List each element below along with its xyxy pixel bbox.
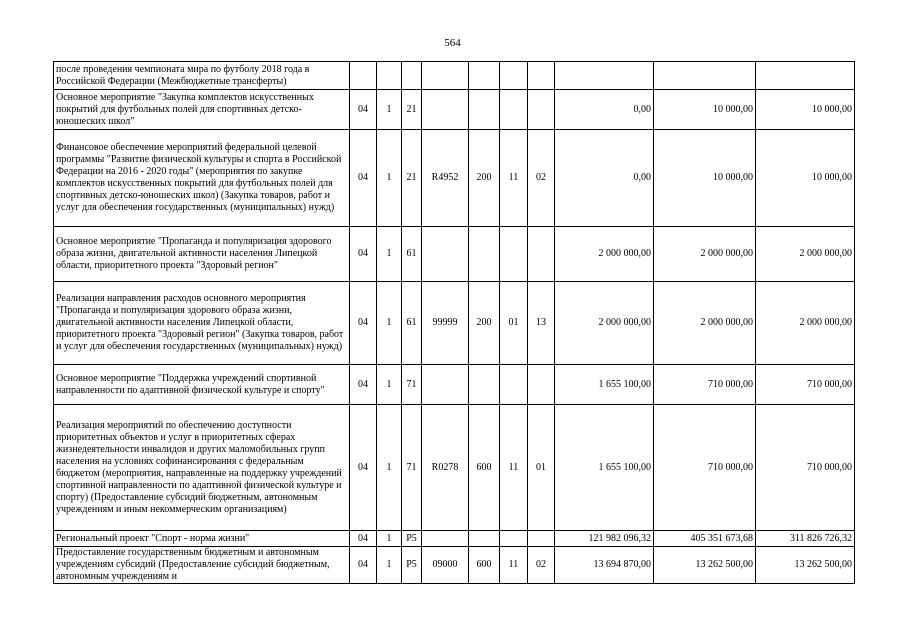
code-direction: 09000 xyxy=(422,547,469,584)
code-subsection: 13 xyxy=(528,282,555,365)
code-expense-type xyxy=(469,62,500,90)
code-chapter: 11 xyxy=(500,405,528,531)
table-row xyxy=(54,62,855,90)
amount-year-1: 1 655 100,00 xyxy=(555,365,654,405)
amount-year-2: 10 000,00 xyxy=(654,90,756,130)
code-chapter xyxy=(500,227,528,282)
code-subprogram: 1 xyxy=(377,227,402,282)
table-row xyxy=(54,90,855,130)
code-section: 04 xyxy=(350,547,377,584)
code-chapter xyxy=(500,531,528,547)
row-description: Основное мероприятие "Пропаганда и популяризация здорового образа жизни, двигательной активности населения Липецкой области, приоритетного проекта "Здоровый регион" xyxy=(54,227,350,282)
row-description: Финансовое обеспечение мероприятий федеральной целевой программы "Развитие физической культуры и спорта в Российской Федерации на 2016 - 2020 годы" (мероприятия по закупке комплектов искусственных покрытий для футбольных полей для спортивных детско-юношеских школ) (Закупка товаров, работ и услуг для обеспечения государственных (муниципальных) нужд) xyxy=(54,130,350,227)
amount-year-1: 13 694 870,00 xyxy=(555,547,654,584)
amount-year-1: 1 655 100,00 xyxy=(555,405,654,531)
code-event: 71 xyxy=(402,365,422,405)
code-expense-type xyxy=(469,227,500,282)
code-section xyxy=(350,62,377,90)
code-subprogram: 1 xyxy=(377,405,402,531)
table-row xyxy=(54,365,855,405)
amount-year-2: 2 000 000,00 xyxy=(654,282,756,365)
row-description: Реализация мероприятий по обеспечению доступности приоритетных объектов и услуг в приоритетных сферах жизнедеятельности инвалидов и других маломобильных групп населения на условиях софинансирования с федеральным бюджетом (мероприятия, направленные на поддержку учреждений спортивной направленности по адаптивной физической культуре и спорту) (Предоставление субсидий бюджетным, автономным учреждениям и иным некоммерческим организациям) xyxy=(54,405,350,531)
table-row xyxy=(54,405,855,531)
row-description: Региональный проект "Спорт - норма жизни" xyxy=(54,531,350,547)
code-section: 04 xyxy=(350,405,377,531)
code-section: 04 xyxy=(350,227,377,282)
amount-year-2: 13 262 500,00 xyxy=(654,547,756,584)
code-section: 04 xyxy=(350,130,377,227)
code-section: 04 xyxy=(350,282,377,365)
budget-table xyxy=(53,61,855,584)
code-subprogram xyxy=(377,62,402,90)
amount-year-3: 710 000,00 xyxy=(756,405,855,531)
code-expense-type xyxy=(469,365,500,405)
amount-year-3: 10 000,00 xyxy=(756,90,855,130)
amount-year-3: 13 262 500,00 xyxy=(756,547,855,584)
page-number: 564 xyxy=(444,37,461,49)
code-expense-type: 200 xyxy=(469,282,500,365)
code-event: 21 xyxy=(402,130,422,227)
amount-year-1 xyxy=(555,62,654,90)
code-subprogram: 1 xyxy=(377,547,402,584)
code-subsection: 02 xyxy=(528,130,555,227)
code-event: P5 xyxy=(402,547,422,584)
amount-year-3: 2 000 000,00 xyxy=(756,282,855,365)
amount-year-1: 121 982 096,32 xyxy=(555,531,654,547)
code-direction xyxy=(422,365,469,405)
code-event xyxy=(402,62,422,90)
code-chapter xyxy=(500,365,528,405)
amount-year-2: 10 000,00 xyxy=(654,130,756,227)
code-expense-type: 600 xyxy=(469,547,500,584)
code-chapter xyxy=(500,90,528,130)
table-row xyxy=(54,547,855,584)
code-subsection xyxy=(528,90,555,130)
row-description: Предоставление государственным бюджетным и автономным учреждениям субсидий (Предоставление субсидий бюджетным, автономным учреждениям и xyxy=(54,547,350,584)
code-expense-type xyxy=(469,531,500,547)
code-event: 61 xyxy=(402,282,422,365)
code-subsection: 02 xyxy=(528,547,555,584)
code-subsection xyxy=(528,62,555,90)
code-event: 71 xyxy=(402,405,422,531)
amount-year-3: 311 826 726,32 xyxy=(756,531,855,547)
code-expense-type: 600 xyxy=(469,405,500,531)
amount-year-3 xyxy=(756,62,855,90)
row-description: Основное мероприятие "Поддержка учреждений спортивной направленности по адаптивной физической культуре и спорту" xyxy=(54,365,350,405)
code-chapter: 11 xyxy=(500,130,528,227)
table-row xyxy=(54,282,855,365)
row-description: Основное мероприятие "Закупка комплектов искусственных покрытий для футбольных полей для спортивных детско-юношеских школ" xyxy=(54,90,350,130)
code-section: 04 xyxy=(350,531,377,547)
code-subprogram: 1 xyxy=(377,531,402,547)
code-event: 61 xyxy=(402,227,422,282)
code-direction: R0278 xyxy=(422,405,469,531)
amount-year-2 xyxy=(654,62,756,90)
code-subsection xyxy=(528,531,555,547)
amount-year-3: 10 000,00 xyxy=(756,130,855,227)
table-row xyxy=(54,130,855,227)
amount-year-2: 710 000,00 xyxy=(654,405,756,531)
code-section: 04 xyxy=(350,90,377,130)
code-direction xyxy=(422,227,469,282)
code-direction: R4952 xyxy=(422,130,469,227)
amount-year-2: 710 000,00 xyxy=(654,365,756,405)
amount-year-1: 2 000 000,00 xyxy=(555,227,654,282)
code-subprogram: 1 xyxy=(377,90,402,130)
code-subprogram: 1 xyxy=(377,365,402,405)
table-row xyxy=(54,531,855,547)
code-expense-type xyxy=(469,90,500,130)
code-subsection: 01 xyxy=(528,405,555,531)
code-subprogram: 1 xyxy=(377,130,402,227)
code-event: P5 xyxy=(402,531,422,547)
amount-year-1: 0,00 xyxy=(555,130,654,227)
amount-year-1: 0,00 xyxy=(555,90,654,130)
code-direction xyxy=(422,531,469,547)
code-chapter: 11 xyxy=(500,547,528,584)
code-section: 04 xyxy=(350,365,377,405)
code-subsection xyxy=(528,365,555,405)
table-row xyxy=(54,227,855,282)
code-expense-type: 200 xyxy=(469,130,500,227)
amount-year-3: 710 000,00 xyxy=(756,365,855,405)
code-chapter xyxy=(500,62,528,90)
code-direction: 99999 xyxy=(422,282,469,365)
amount-year-1: 2 000 000,00 xyxy=(555,282,654,365)
code-subsection xyxy=(528,227,555,282)
amount-year-2: 2 000 000,00 xyxy=(654,227,756,282)
row-description: Реализация направления расходов основного мероприятия "Пропаганда и популяризация здорового образа жизни, двигательной активности населения Липецкой области, приоритетного проекта "Здоровый регион" (Закупка товаров, работ и услуг для обеспечения государственных (муниципальных) нужд) xyxy=(54,282,350,365)
code-direction xyxy=(422,62,469,90)
code-chapter: 01 xyxy=(500,282,528,365)
amount-year-2: 405 351 673,68 xyxy=(654,531,756,547)
row-description: после проведения чемпионата мира по футболу 2018 года в Российской Федерации (Межбюджетные трансферты) xyxy=(54,62,350,90)
code-direction xyxy=(422,90,469,130)
code-event: 21 xyxy=(402,90,422,130)
code-subprogram: 1 xyxy=(377,282,402,365)
amount-year-3: 2 000 000,00 xyxy=(756,227,855,282)
